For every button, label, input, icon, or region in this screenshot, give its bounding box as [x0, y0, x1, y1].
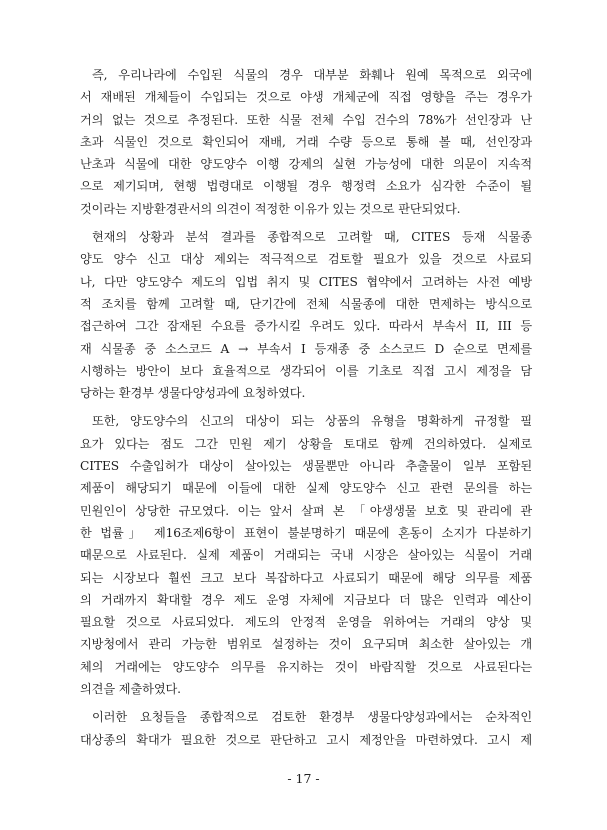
text-line: 한 법률」 제16조제6항이 표현이 불분명하기 때문에 혼동이 소지가 다분하기 — [80, 525, 532, 540]
paragraph-4 — [80, 706, 532, 751]
text-line: 재 식물종 중 소스코드 A → 부속서 I 등재종 중 소스코드 D 순으로 면제를 — [80, 341, 532, 356]
text-line: 때문으로 사료된다. 실제 제품이 거래되는 국내 시장은 살아있는 식물이 거래 — [80, 548, 532, 563]
text-line: 거의 없는 것으로 추정된다. 또한 식물 전체 수입 건수의 78%가 선인장과 난 — [80, 112, 532, 127]
text-line: 나, 다만 양도양수 제도의 입법 취지 및 CITES 협약에서 고려하는 사전 예방 — [80, 274, 532, 289]
text-line: 체의 거래에는 양도양수 의무를 유지하는 것이 바람직할 것으로 사료된다는 — [80, 659, 532, 674]
text-line: 제품이 해당되기 때문에 이들에 대한 실제 양도양수 신고 관련 문의를 하는 — [80, 481, 532, 496]
text-line: 또한, 양도양수의 신고의 대상이 되는 상품의 유형을 명확하게 규정할 필 — [92, 414, 532, 429]
text-line: 것이라는 지방환경관서의 의견이 적정한 이유가 있는 것으로 판단되었다. — [80, 201, 461, 216]
paragraph-2 — [80, 226, 532, 404]
text-line: 의 거래까지 확대할 경우 제도 운영 자체에 지금보다 더 많은 인력과 예산이 — [80, 592, 532, 607]
paragraph-1 — [80, 64, 532, 220]
text-line: 적 조치를 함께 고려할 때, 단기간에 전체 식물종에 대한 면제하는 방식으로 — [80, 296, 532, 311]
text-line: 난초과 식물에 대한 양도양수 이행 강제의 실현 가능성에 대한 의문이 지속적 — [80, 157, 532, 172]
text-line: 이러한 요청들을 종합적으로 검토한 환경부 생물다양성과에서는 순차적인 — [92, 710, 532, 725]
text-line: 의견을 제출하였다. — [80, 682, 181, 697]
text-line: 현재의 상황과 분석 결과를 종합적으로 고려할 때, CITES 등재 식물종 — [92, 230, 532, 245]
text-line: 되는 시장보다 훨씬 크고 보다 복잡하다고 사료되기 때문에 해당 의무를 제품 — [80, 570, 532, 585]
page-number: - 17 - — [287, 771, 320, 786]
text-line: 으로 제기되며, 현행 법령대로 이행될 경우 행정력 소요가 심각한 수준이 될 — [80, 179, 532, 194]
text-line: 초과 식물인 것으로 확인되어 재배, 거래 수량 등으로 통해 볼 때, 선인장과 — [80, 134, 532, 149]
text-line: 지방청에서 관리 가능한 범위로 설정하는 것이 요구되며 최소한 살아있는 개 — [80, 637, 532, 652]
text-line: 요가 있다는 점도 그간 민원 제기 상황을 토대로 함께 건의하였다. 실제로 — [80, 436, 532, 451]
text-line: 시행하는 방안이 보다 효율적으로 생각되어 이를 기초로 직접 고시 제정을 담 — [80, 363, 532, 378]
text-line: 즉, 우리나라에 수입된 식물의 경우 대부분 화훼나 원예 목적으로 외국에 — [92, 68, 532, 82]
text-line: 양도 양수 신고 대상 제외는 적극적으로 검토할 필요가 있을 것으로 사료되 — [80, 252, 532, 267]
text-line: 필요할 것으로 사료되었다. 제도의 안정적 운영을 위하여는 거래의 양상 및 — [80, 615, 532, 630]
paragraph-3 — [80, 410, 532, 700]
text-line: 대상종의 확대가 필요한 것으로 판단하고 고시 제정안을 마련하였다. 고시 제 — [80, 732, 532, 747]
text-line: 민원인이 상당한 규모였다. 이는 앞서 살펴 본 「야생생물 보호 및 관리에 관 — [80, 503, 532, 518]
document-body — [80, 64, 532, 757]
text-line: 당하는 환경부 생물다양성과에 요청하였다. — [80, 386, 306, 401]
text-line: 서 재배된 개체들이 수입되는 것으로 야생 개체군에 직접 영향을 주는 경우가 — [80, 90, 532, 105]
text-line: 접근하여 그간 잠재된 수요를 증가시킬 우려도 있다. 따라서 부속서 II, III 등 — [80, 319, 532, 334]
text-line: CITES 수출입허가 대상이 살아있는 생물뿐만 아니라 추출물이 일부 포함된 — [80, 459, 532, 474]
